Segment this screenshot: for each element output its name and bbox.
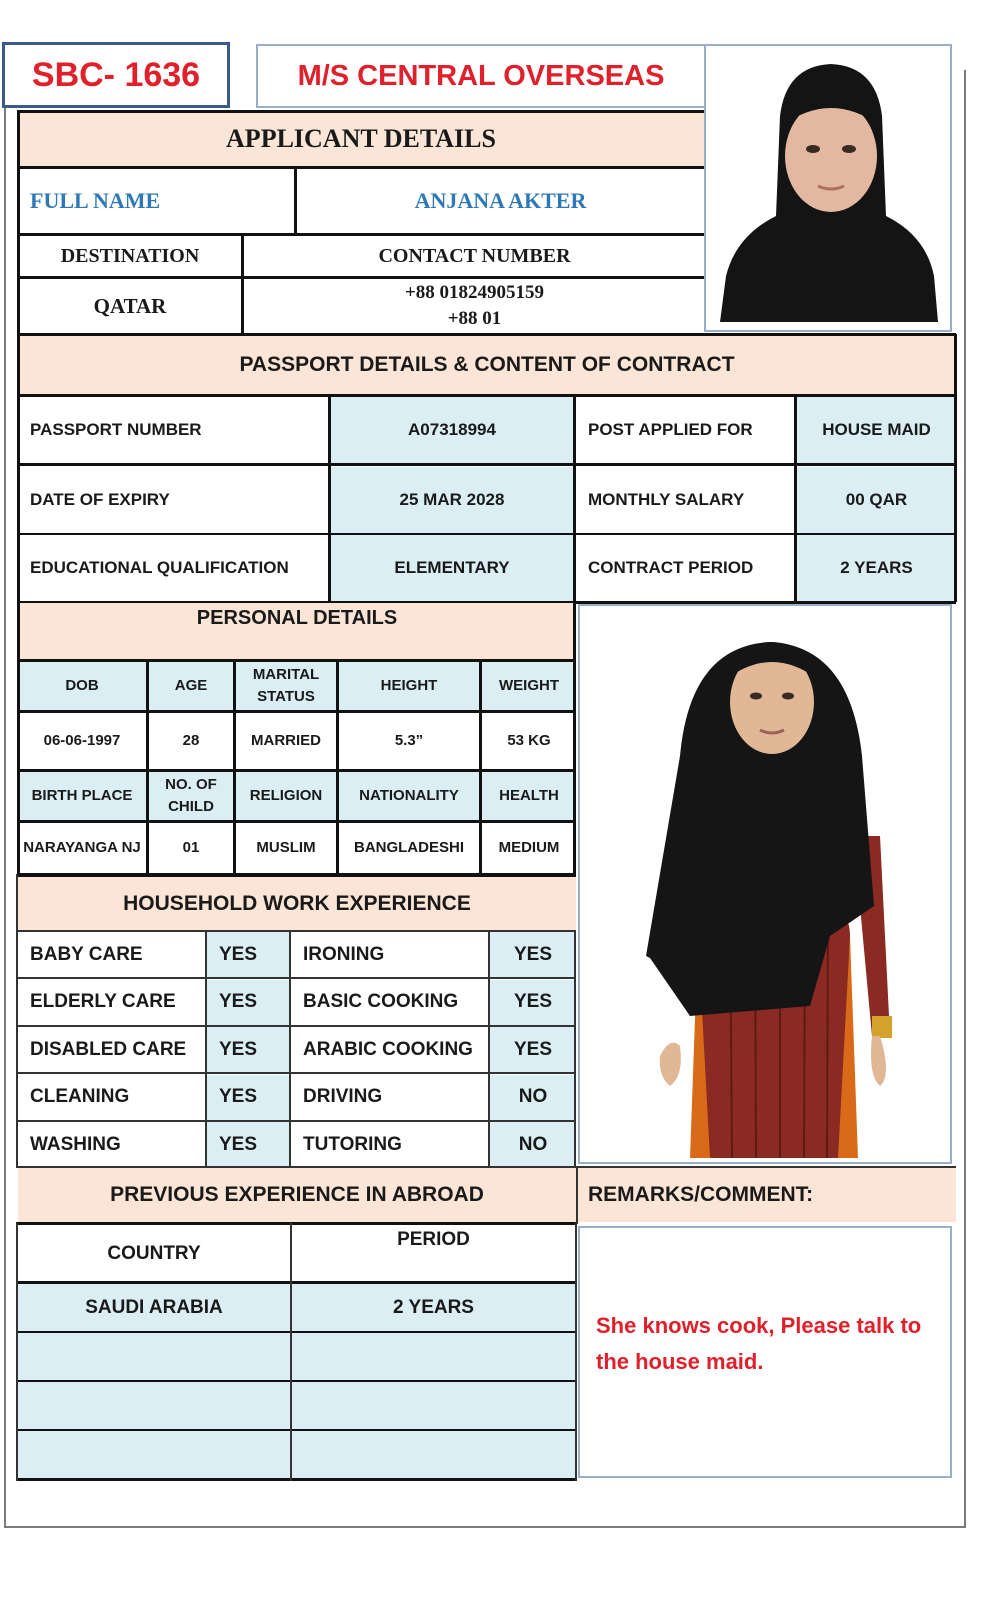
full-name-label: FULL NAME [30,188,161,213]
personal-headers2-0: BIRTH PLACE [18,772,146,820]
personal-values2-4: MEDIUM [482,823,576,873]
abroad-left-border [16,1223,18,1481]
household-value2-2: YES [490,1027,576,1072]
personal-values1-1: 28 [149,713,233,769]
household-col-divider [574,930,576,1166]
abroad-country-0: SAUDI ARABIA [18,1284,290,1331]
contact-number-label: CONTACT NUMBER [378,244,571,267]
abroad-section-title: PREVIOUS EXPERIENCE IN ABROAD [18,1168,576,1222]
personal-headers2-1: NO. OF CHILD [149,772,233,820]
household-value2-1: YES [490,980,576,1025]
personal-headers1-3: HEIGHT [339,662,479,710]
personal-headers1-1: AGE [149,662,233,710]
personal-col-divider [479,660,482,874]
personal-values2-0: NARAYANGA NJ [18,823,146,873]
household-left-border [16,874,18,1166]
agency-name: M/S CENTRAL OVERSEAS [297,59,665,92]
personal-headers1-0: DOB [18,662,146,710]
passport-left-border [17,334,20,602]
personal-col-divider [573,660,576,874]
personal-values2-2: MUSLIM [236,823,336,873]
passport-label-0: PASSPORT NUMBER [18,397,328,463]
personal-col-divider [233,660,236,874]
personal-headers2-3: NATIONALITY [339,772,479,820]
personal-right-border [573,600,576,660]
full-name-value: ANJANA AKTER [414,188,587,213]
passport-label2-1: MONTHLY SALARY [576,467,794,533]
reference-code-box [2,42,230,108]
abroad-period-1 [292,1333,575,1380]
abroad-period-2 [292,1382,575,1429]
personal-left-border [17,600,20,876]
abroad-right-border [575,1223,577,1481]
abroad-period-0: 2 YEARS [292,1284,575,1331]
household-skill2-3: DRIVING [291,1075,488,1120]
contact-number-1: +88 01824905159 [404,282,545,303]
abroad-row-divider [16,1478,576,1481]
household-col-divider [289,930,291,1166]
personal-values1-3: 5.3” [339,713,479,769]
contact-number-2: +88 01 [447,308,502,329]
personal-headers1-2: MARITAL STATUS [236,662,336,710]
abroad-country-2 [18,1382,290,1429]
remarks-box [578,1226,952,1478]
remarks-title: REMARKS/COMMENT: [578,1168,956,1222]
passport-value-1: 25 MAR 2028 [331,467,573,533]
remarks-text: She knows cook, Please talk to the house maid. [596,1313,922,1374]
passport-value-2: ELEMENTARY [331,535,573,601]
abroad-period-3 [292,1431,575,1478]
passport-label2-0: POST APPLIED FOR [576,397,794,463]
household-value-0: YES [207,932,289,977]
household-col-divider [488,930,490,1166]
household-value-2: YES [207,1027,289,1072]
full-body-photo-illustration [580,606,950,1162]
household-skill2-4: TUTORING [291,1122,488,1167]
passport-label-1: DATE OF EXPIRY [18,467,328,533]
abroad-country-3 [18,1431,290,1478]
personal-col-divider [146,660,149,874]
personal-section-title: PERSONAL DETAILS [18,603,576,659]
destination-label: DESTINATION [60,244,200,267]
household-value-3: YES [207,1075,289,1120]
personal-values1-4: 53 KG [482,713,576,769]
passport-value-0: A07318994 [331,397,573,463]
abroad-col-divider [290,1223,292,1481]
reference-code: SBC- 1636 [31,55,201,94]
personal-headers1-4: WEIGHT [482,662,576,710]
household-skill2-2: ARABIC COOKING [291,1027,488,1072]
household-value-1: YES [207,980,289,1025]
personal-headers2-2: RELIGION [236,772,336,820]
personal-values2-3: BANGLADESHI [339,823,479,873]
applicant-details-title: APPLICANT DETAILS [18,112,704,166]
household-skill-0: BABY CARE [18,932,205,977]
household-value2-4: NO [490,1122,576,1167]
household-col-divider [205,930,207,1166]
household-value2-0: YES [490,932,576,977]
destination-value: QATAR [93,293,167,318]
abroad-col-period: PERIOD [292,1225,575,1281]
contact-number-values [245,279,704,333]
passport-value2-2: 2 YEARS [797,535,956,601]
passport-right-border [954,334,957,602]
passport-col-divider [573,394,576,602]
personal-col-divider [336,660,339,874]
portrait-photo-illustration [706,46,950,330]
agency-box [256,44,706,108]
abroad-country-1 [18,1333,290,1380]
passport-label-2: EDUCATIONAL QUALIFICATION [18,535,328,601]
household-top-border [18,930,576,932]
passport-value2-0: HOUSE MAID [797,397,956,463]
household-skill-2: DISABLED CARE [18,1027,205,1072]
passport-value2-1: 00 QAR [797,467,956,533]
personal-headers2-4: HEALTH [482,772,576,820]
passport-section-title: PASSPORT DETAILS & CONTENT OF CONTRACT [18,336,956,394]
household-skill-1: ELDERLY CARE [18,980,205,1025]
portrait-photo [704,44,952,332]
household-section-title: HOUSEHOLD WORK EXPERIENCE [18,877,576,930]
household-skill-3: CLEANING [18,1075,205,1120]
full-body-photo [578,604,952,1164]
passport-col-divider [328,394,331,602]
household-value-4: YES [207,1122,289,1167]
abroad-col-country: COUNTRY [18,1225,290,1281]
passport-col-divider [794,394,797,602]
passport-label2-2: CONTRACT PERIOD [576,535,794,601]
personal-values1-2: MARRIED [236,713,336,769]
passport-row-divider [18,463,956,466]
household-value2-3: NO [490,1075,576,1120]
household-skill2-1: BASIC COOKING [291,980,488,1025]
household-skill2-0: IRONING [291,932,488,977]
personal-values2-1: 01 [149,823,233,873]
household-skill-4: WASHING [18,1122,205,1167]
personal-values1-0: 06-06-1997 [18,713,146,769]
